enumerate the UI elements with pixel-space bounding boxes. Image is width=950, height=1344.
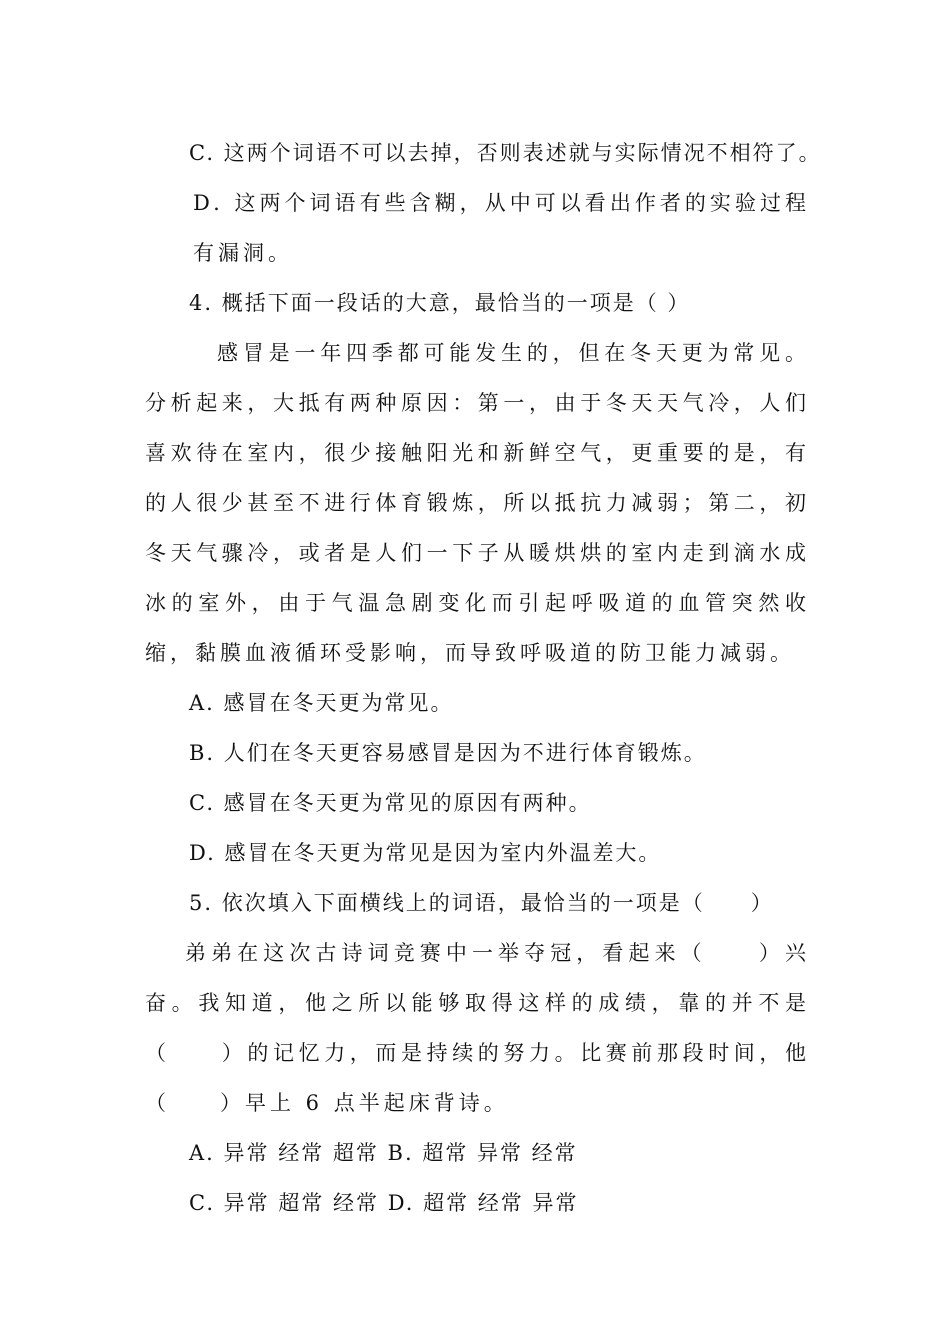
q4-option-b: B. 人们在冬天更容易感冒是因为不进行体育锻炼。 xyxy=(189,741,707,765)
document-page xyxy=(145,128,822,1228)
q5-stem: 5. 依次填入下面横线上的词语，最恰当的一项是（ ） xyxy=(189,891,774,915)
q3-option-c: C. 这两个词语不可以去掉，否则表述就与实际情况不相符了。 xyxy=(189,141,822,165)
q5-options-ab: A. 异常 经常 超常 B. 超常 异常 经常 xyxy=(189,1141,578,1165)
q4-option-c: C. 感冒在冬天更为常见的原因有两种。 xyxy=(189,791,592,815)
q5-passage: 弟弟在这次古诗词竞赛中一举夺冠，看起来（ ）兴奋。我知道，他之所以能够取得这样的成绩，靠的并不是（ ）的记忆力，而是持续的努力。比赛前那段时间，他（ ）早上 6 点半起床背诗。 xyxy=(145,941,810,1115)
q3-option-d: D. 这两个词语有些含糊，从中可以看出作者的实验过程有漏洞。 xyxy=(193,191,810,265)
q4-option-a: A. 感冒在冬天更为常见。 xyxy=(189,691,454,715)
q4-option-d: D. 感冒在冬天更为常见是因为室内外温差大。 xyxy=(189,841,662,865)
q5-options-cd: C. 异常 超常 经常 D. 超常 经常 异常 xyxy=(189,1191,579,1215)
q4-passage: 感冒是一年四季都可能发生的，但在冬天更为常见。分析起来，大抵有两种原因：第一，由于冬天天气冷，人们喜欢待在室内，很少接触阳光和新鲜空气，更重要的是，有的人很少甚至不进行体育锻炼，所以抵抗力减弱；第二，初冬天气骤冷，或者是人们一下子从暖烘烘的室内走到滴水成冰的室外，由于气温急剧变化而引起呼吸道的血管突然收缩，黏膜血液循环受影响，而导致呼吸道的防卫能力减弱。 xyxy=(145,341,810,665)
q4-stem: 4. 概括下面一段话的大意，最恰当的一项是（ ） xyxy=(189,291,691,315)
